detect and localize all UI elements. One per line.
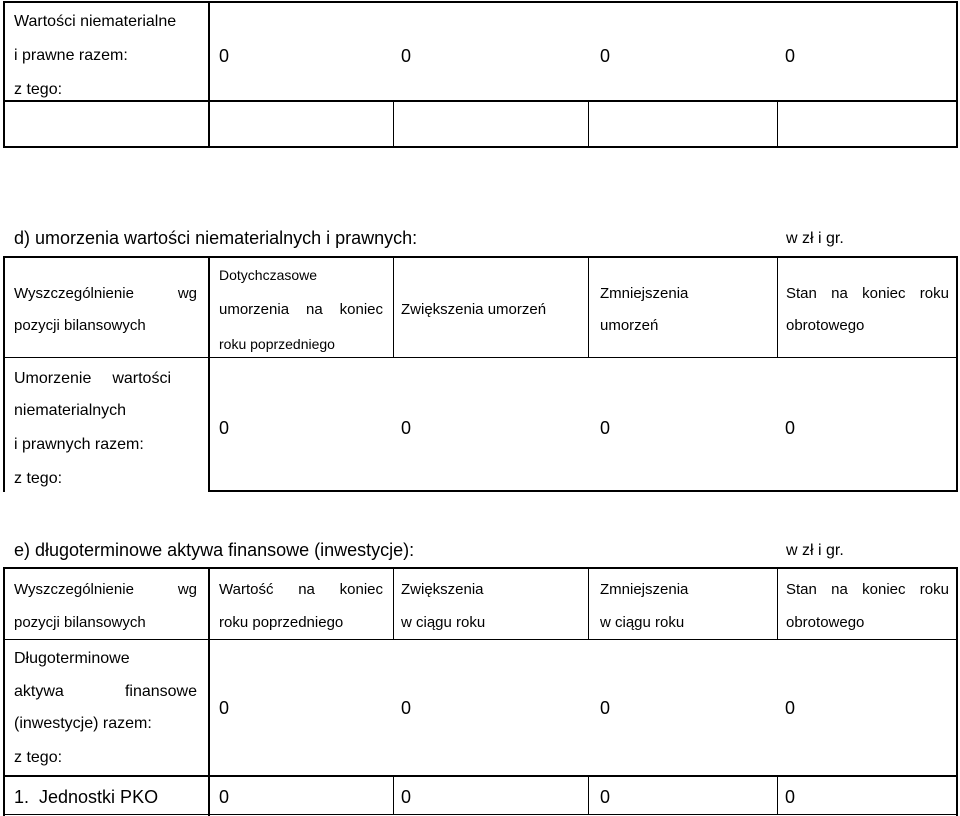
item-value-cell: 0 [401,787,412,807]
row-label-line3: z tego: [14,81,63,98]
section-e-heading: e) długoterminowe aktywa finansowe (inwestycje): [14,540,415,560]
row-label-line2: i prawne razem: [14,47,128,64]
row-label-line4: z tego: [14,470,63,487]
header-col4-line2: umorzeń [600,317,659,334]
row-label-line1: Wartości niematerialne [14,13,177,30]
item-value-cell: 0 [785,787,796,807]
header-col1-line2: pozycji bilansowych [14,317,146,334]
row-label-line2: aktywa finansowe [14,683,197,700]
header-col1-line1: Wyszczególnienie wg [14,581,197,598]
header-col5-line2: obrotowego [786,317,865,334]
header-col3: Zwiększenia umorzeń [401,301,547,318]
header-col1-line2: pozycji bilansowych [14,614,146,631]
header-col4-line1: Zmniejszenia [600,581,689,598]
row-label-line2: niematerialnych [14,402,127,419]
section-d-heading: d) umorzenia wartości niematerialnych i prawnych: [14,228,418,248]
header-col2-line1: Wartość na koniec [219,581,383,598]
value-cell: 0 [219,418,230,438]
header-col2-line1: Dotychczasowe [219,267,318,283]
header-col4-line1: Zmniejszenia [600,285,689,302]
value-cell: 0 [401,46,412,66]
value-cell: 0 [785,46,796,66]
header-col5-line2: obrotowego [786,614,865,631]
item-value-cell: 0 [600,787,611,807]
row-label-line1: Długoterminowe [14,650,130,667]
row-label-line1: Umorzenie wartości [14,370,171,387]
row-label-line4: z tego: [14,749,63,766]
header-col2-line2: umorzenia na koniec [219,301,383,318]
header-col5-line1: Stan na koniec roku [786,581,949,598]
row-label-line3: (inwestycje) razem: [14,715,152,732]
header-col2-line3: roku poprzedniego [219,336,335,352]
value-cell: 0 [600,46,611,66]
value-cell: 0 [219,698,230,718]
value-cell: 0 [401,698,412,718]
header-col2-line2: roku poprzedniego [219,614,344,631]
row-label-line3: i prawnych razem: [14,436,144,453]
header-col5-line1: Stan na koniec roku [786,285,949,302]
header-col4-line2: w ciągu roku [600,614,685,631]
value-cell: 0 [401,418,412,438]
header-col3-line1: Zwiększenia [401,581,484,598]
item-value-cell: 0 [219,787,230,807]
section-d-unit: w zł i gr. [786,230,844,247]
value-cell: 0 [785,418,796,438]
section-e-unit: w zł i gr. [786,542,844,559]
value-cell: 0 [785,698,796,718]
value-cell: 0 [600,698,611,718]
header-col3-line2: w ciągu roku [401,614,486,631]
item-label: 1. Jednostki PKO [14,787,159,807]
header-col1-line1: Wyszczególnienie wg [14,285,197,302]
value-cell: 0 [600,418,611,438]
value-cell: 0 [219,46,230,66]
